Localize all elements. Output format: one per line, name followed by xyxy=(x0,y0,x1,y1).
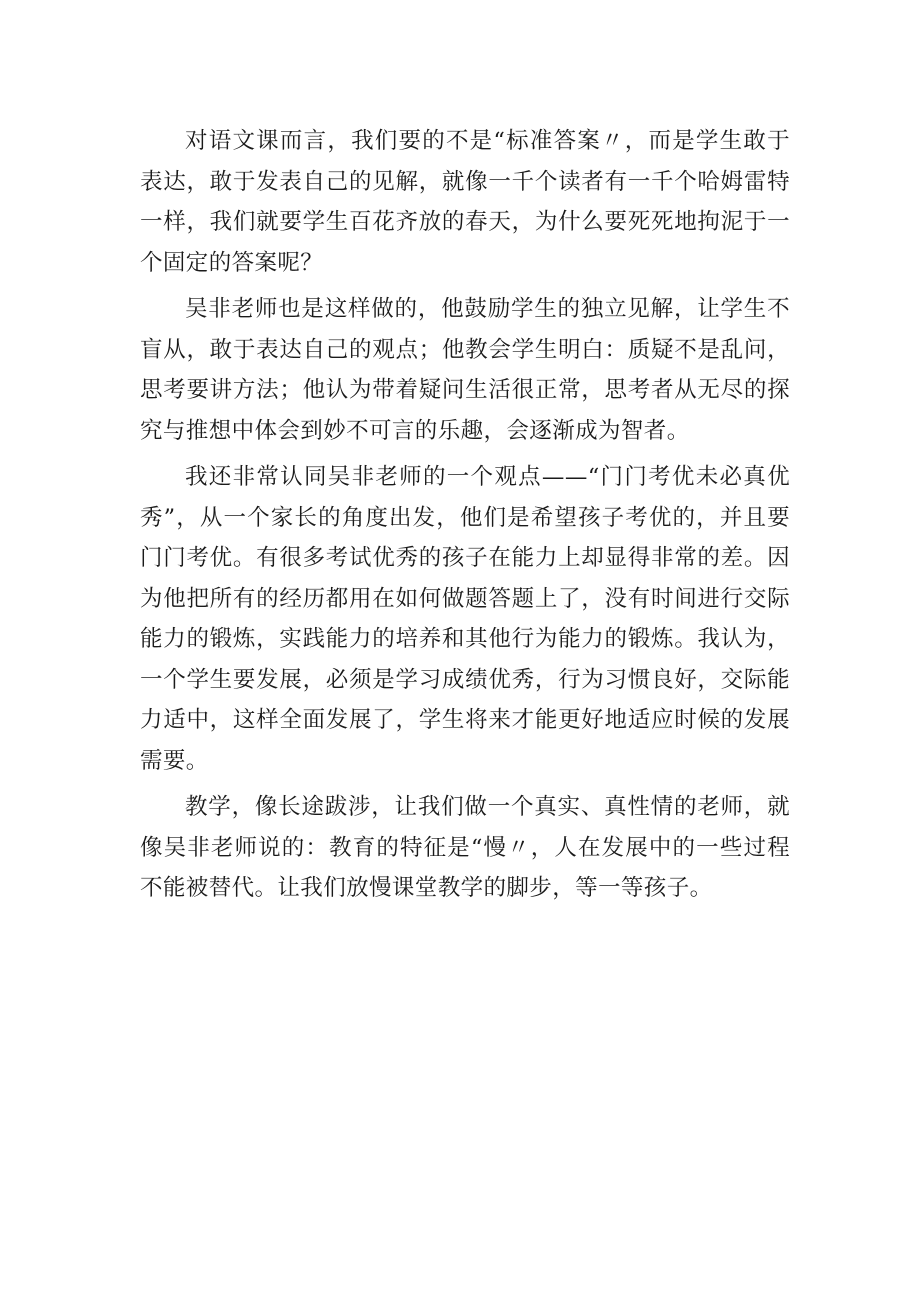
paragraph-2: 吴非老师也是这样做的，他鼓励学生的独立见解，让学生不盲从，敢于表达自己的观点；他教会学生明白：质疑不是乱问，思考要讲方法；他认为带着疑问生活很正常，思考者从无尽的探究与推想中体会到妙不可言的乐趣，会逐渐成为智者。 xyxy=(140,296,790,444)
paragraph-1: 对语文课而言，我们要的不是“标准答案〃，而是学生敢于表达，敢于发表自己的见解，就像一千个读者有一千个哈姆雷特一样，我们就要学生百花齐放的春天，为什么要死死地拘泥于一个固定的答案呢？ xyxy=(140,128,790,276)
paragraph-3: 我还非常认同吴非老师的一个观点——“门门考优未必真优秀”，从一个家长的角度出发，他们是希望孩子考优的，并且要门门考优。有很多考试优秀的孩子在能力上却显得非常的差。因为他把所有的经历都用在如何做题答题上了，没有时间进行交际能力的锻炼，实践能力的培养和其他行为能力的锻炼。我认为，一个学生要发展，必须是学习成绩优秀，行为习惯良好，交际能力适中，这样全面发展了，学生将来才能更好地适应时候的发展需要。 xyxy=(140,464,790,774)
paragraph-4: 教学，像长途跋涉，让我们做一个真实、真性情的老师，就像吴非老师说的：教育的特征是“慢〃，人在发展中的一些过程不能被替代。让我们放慢课堂教学的脚步，等一等孩子。 xyxy=(140,794,790,901)
document-body xyxy=(140,121,790,915)
